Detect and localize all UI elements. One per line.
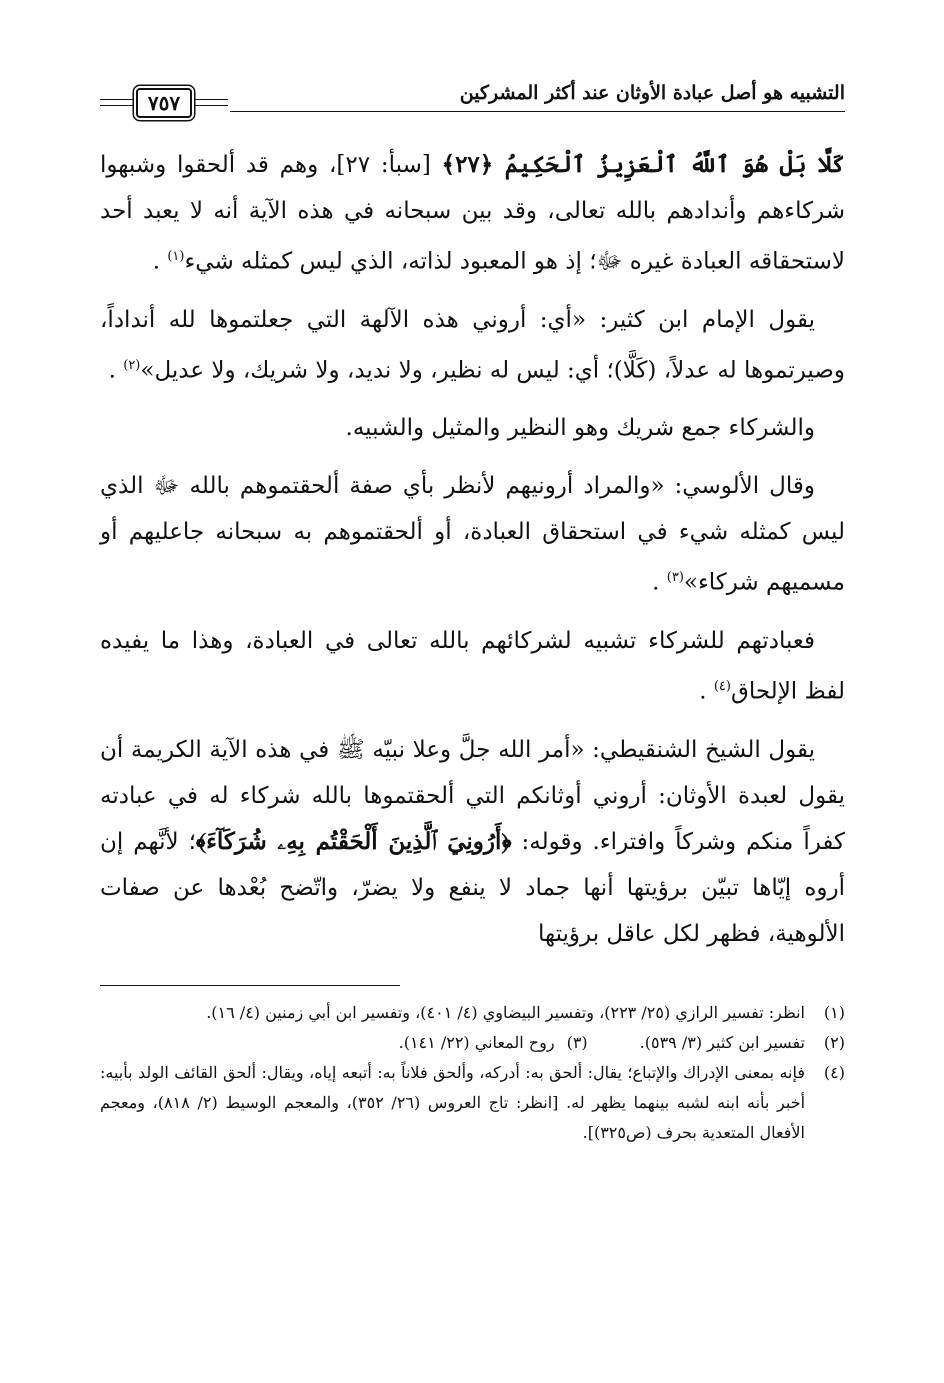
footnote-1 bbox=[100, 998, 845, 1028]
paragraph-text: والشركاء جمع شريك وهو النظير والمثيل والشبيه. bbox=[345, 415, 815, 442]
footnote-number: (١) bbox=[823, 1002, 845, 1022]
footnote-4 bbox=[100, 1058, 845, 1148]
quran-verse: كَلَّا بَلْ هُوَ ٱللَّهُ ٱلْعَزِيزُ ٱلْحَكِيمُ ﴿٢٧﴾ bbox=[441, 151, 845, 178]
footnote-2 bbox=[640, 1028, 845, 1058]
paragraph-text: وقال الألوسي: «والمراد أرونيهم لأنظر بأي صفة ألحقتموهم بالله ﷻ الذي ليس كمثله شيء في استحقاق العبادة، أو ألحقتموهم به سبحانه جاعليهم أو مسميهم شركاء» bbox=[100, 473, 845, 596]
header-rule bbox=[230, 111, 845, 112]
paragraph-2 bbox=[100, 297, 845, 394]
paragraph-1 bbox=[100, 142, 845, 285]
footnote-2-3-row bbox=[100, 1028, 845, 1058]
paragraph-6 bbox=[100, 727, 845, 957]
footnote-text: فإنه بمعنى الإدراك والإتباع؛ يقال: ألحق به: أدركه، وألحق فلاناً به: أتبعه إياه، ويقال: ألحق القائف الولد بأبيه: أخبر بأنه ابنه لشبه بينهما يظهر له. [انظر: تاج العروس (٢٦/ ٣٥٢)، والمعجم الوسيط (٢/ ٨١٨)، ومعجم الأفعال المتعدية بحرف (ص٣٢٥)]. bbox=[100, 1062, 806, 1142]
paragraph-text: يقول الإمام ابن كثير: «أي: أروني هذه الآلهة التي جعلتموها لله أنداداً، وصيرتموها له عدلاً، (كَلَّا)؛ أي: ليس له نظير، ولا نديد، ولا شريك، ولا عديل» bbox=[100, 306, 845, 384]
footnote-ref: (٣) bbox=[666, 570, 684, 586]
paragraph-5 bbox=[100, 618, 845, 715]
footnote-separator bbox=[100, 985, 400, 986]
quran-verse: ﴿أَرُونِيَ ٱلَّذِينَ أَلْحَقْتُم بِهِۦ شُرَكَآءَ﴾ bbox=[195, 827, 512, 855]
running-title: التشبيه هو أصل عبادة الأوثان عند أكثر المشركين bbox=[459, 82, 845, 104]
footnote-text: روح المعاني (٢٢/ ١٤١). bbox=[398, 1032, 555, 1052]
paragraph-3 bbox=[100, 405, 845, 451]
book-page bbox=[100, 68, 845, 1328]
footnote-text: تفسير ابن كثير (٣/ ٥٣٩). bbox=[639, 1032, 805, 1052]
footnote-ref: (٤) bbox=[713, 678, 731, 694]
paragraph-text-continued: ؛ لأنَّهم إن أروه إيّاها تبيّن برؤيتها أنها جماد لا ينفع ولا يضرّ، واتّضح بُعْدها عن صفات الألوهية، فظهر لكل عاقل برؤيتها bbox=[100, 828, 845, 947]
page-number-ornament bbox=[100, 88, 228, 118]
footnote-ref: (١) bbox=[167, 249, 185, 264]
paragraph-end: . bbox=[652, 569, 667, 596]
footnote-ref: (٢) bbox=[123, 357, 141, 373]
footnote-3 bbox=[399, 1028, 588, 1058]
footnote-text: انظر: تفسير الرازي (٢٥/ ٢٢٣)، وتفسير البيضاوي (٤/ ٤٠١)، وتفسير ابن أبي زمنين (٤/ ١٦). bbox=[206, 1002, 805, 1022]
page-number: ٧٥٧ bbox=[136, 88, 192, 118]
paragraph-end: . bbox=[108, 357, 124, 384]
paragraph-text: فعبادتهم للشركاء تشبيه لشركائهم بالله تعالى في العبادة، وهذا ما يفيده لفظ الإلحاق bbox=[100, 627, 845, 705]
footnote-number: (٣) bbox=[566, 1032, 588, 1052]
paragraph-text: يقول الشيخ الشنقيطي: «أمر الله جلَّ وعلا نبيّه ﷺ في هذه الآية الكريمة أن يقول لعبدة الأوثان: أروني أوثانكم التي ألحقتموها بالله شركاء له في عبادته كفراً منكم وشركاً وافتراء. وقوله: bbox=[100, 736, 845, 855]
paragraph-end: . bbox=[152, 248, 168, 275]
page-header bbox=[100, 68, 845, 120]
paragraph-text: [سبأ: ٢٧]، وهم قد ألحقوا وشبهوا شركاءهم وأندادهم بالله تعالى، وقد بين سبحانه في هذه الآية أنه لا يعبد أحد لاستحقاقه العبادة غيره ﷻ؛ إذ هو المعبود لذاته، الذي ليس كمثله شيء bbox=[100, 152, 845, 275]
main-text bbox=[100, 142, 845, 957]
footnotes bbox=[100, 998, 845, 1148]
paragraph-4 bbox=[100, 463, 845, 606]
footnote-number: (٤) bbox=[823, 1062, 845, 1082]
footnote-number: (٢) bbox=[823, 1032, 845, 1052]
paragraph-end: . bbox=[699, 678, 714, 705]
